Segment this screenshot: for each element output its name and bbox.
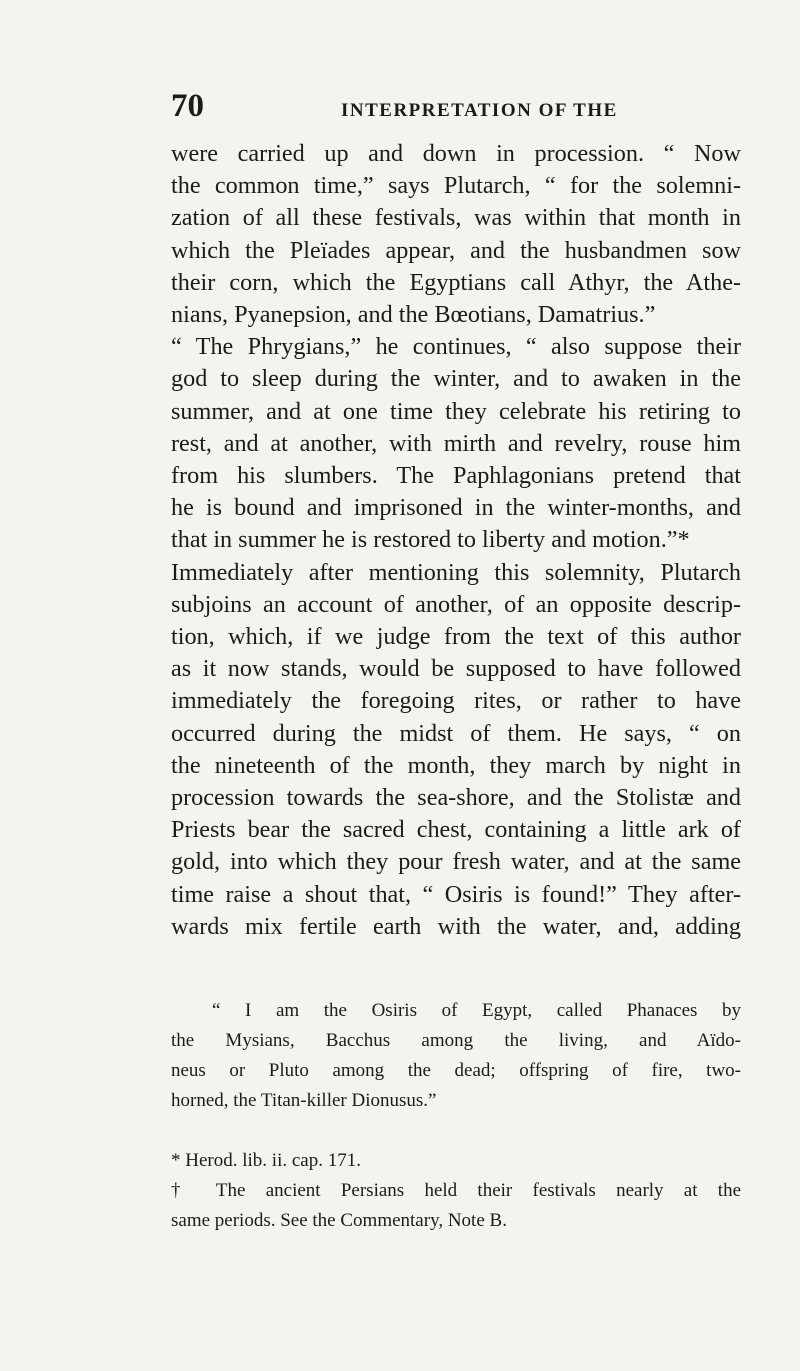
footnote-line: † The ancient Persians held their festivals nearly at the <box>171 1180 741 1201</box>
body-line: tion, which, if we judge from the text of this author <box>171 623 741 651</box>
body-line: procession towards the sea-shore, and the Stolistæ and <box>171 784 741 812</box>
quote-line: horned, the Titan-killer Dionusus.” <box>171 1090 437 1111</box>
body-line: were carried up and down in procession. “ Now <box>171 140 741 167</box>
body-line: god to sleep during the winter, and to awaken in the <box>171 365 741 393</box>
body-line: from his slumbers. The Paphlagonians pretend that <box>171 462 741 490</box>
body-line: the nineteenth of the month, they march by night in <box>171 751 741 779</box>
body-line: he is bound and imprisoned in the winter-months, and <box>171 494 741 522</box>
body-line: nians, Pyanepsion, and the Bœotians, Damatrius.” <box>171 301 656 329</box>
body-line: which the Pleïades appear, and the husbandmen sow <box>171 236 741 264</box>
body-text <box>171 138 741 943</box>
body-line: gold, into which they pour fresh water, and at the same <box>171 848 741 876</box>
body-line: summer, and at one time they celebrate his retiring to <box>171 397 741 425</box>
body-line: Immediately after mentioning this solemnity, Plutarch <box>171 558 741 586</box>
block-quote <box>171 996 741 1116</box>
body-line: rest, and at another, with mirth and revelry, rouse him <box>171 429 741 457</box>
body-line: Priests bear the sacred chest, containing a little ark of <box>171 816 741 844</box>
body-line: that in summer he is restored to liberty and motion.”* <box>171 526 690 554</box>
body-line: wards mix fertile earth with the water, and, adding <box>171 912 741 940</box>
body-line: occurred during the midst of them. He says, “ on <box>171 719 741 747</box>
quote-line: “ I am the Osiris of Egypt, called Phanaces by <box>212 1000 741 1021</box>
quote-line: neus or Pluto among the dead; offspring of fire, two- <box>171 1060 741 1081</box>
body-line: subjoins an account of another, of an opposite descrip- <box>171 590 741 618</box>
body-line: “ The Phrygians,” he continues, “ also suppose their <box>171 333 741 361</box>
footnote-line: * Herod. lib. ii. cap. 171. <box>171 1150 361 1171</box>
body-line: zation of all these festivals, was within that month in <box>171 204 741 232</box>
body-line: their corn, which the Egyptians call Athyr, the Athe- <box>171 268 741 296</box>
body-line: the common time,” says Plutarch, “ for the solemni- <box>171 172 741 200</box>
body-line: as it now stands, would be supposed to have followed <box>171 655 741 683</box>
quote-line: the Mysians, Bacchus among the living, and Aïdo- <box>171 1030 741 1051</box>
page-number: 70 <box>171 88 204 124</box>
footnote-line: same periods. See the Commentary, Note B. <box>171 1210 507 1231</box>
running-head: INTERPRETATION OF THE <box>341 100 618 121</box>
body-line: time raise a shout that, “ Osiris is found!” They after- <box>171 880 741 908</box>
page-header <box>171 88 618 125</box>
body-line: immediately the foregoing rites, or rather to have <box>171 687 741 715</box>
footnotes <box>171 1146 741 1236</box>
